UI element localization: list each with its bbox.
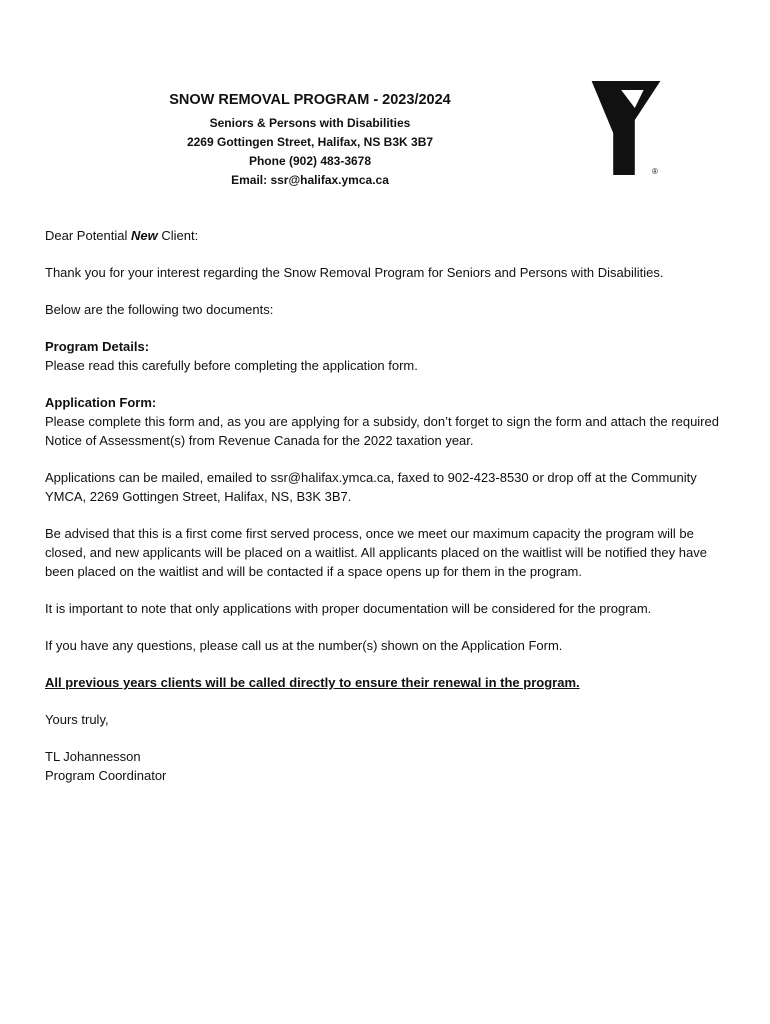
submission-paragraph: Applications can be mailed, emailed to ssr@halifax.ymca.ca, faxed to 902-423-8530 or drop off at the Community YMCA, 2269 Gottingen Street, Halifax, NS, B3K 3B7. xyxy=(45,470,697,504)
signer-title: Program Coordinator xyxy=(45,768,167,783)
application-form-heading: Application Form: xyxy=(45,395,157,410)
signer-name: TL Johannesson xyxy=(45,749,141,764)
email-line: Email: ssr@halifax.ymca.ca xyxy=(231,173,389,187)
program-title: SNOW REMOVAL PROGRAM - 2023/2024 xyxy=(169,92,451,108)
program-details-heading: Program Details: xyxy=(45,339,150,354)
letter-body xyxy=(45,226,730,803)
ymca-logo xyxy=(590,78,662,178)
documents-intro: Below are the following two documents: xyxy=(45,302,274,317)
registered-mark: ® xyxy=(652,167,658,176)
documentation-paragraph: It is important to note that only applications with proper documentation will be considered for the program. xyxy=(45,601,652,616)
program-details-section xyxy=(45,337,730,375)
phone-line: Phone (902) 483-3678 xyxy=(248,154,372,168)
questions-paragraph: If you have any questions, please call us at the number(s) shown on the Application Form. xyxy=(45,638,563,653)
program-details-text: Please read this carefully before completing the application form. xyxy=(45,358,418,373)
intro-paragraph: Thank you for your interest regarding the Snow Removal Program for Seniors and Persons with Disabilities. xyxy=(45,265,664,280)
ymca-y-icon xyxy=(592,81,661,175)
greeting-emphasis: New xyxy=(131,228,158,243)
application-form-text: Please complete this form and, as you are applying for a subsidy, don’t forget to sign the form and attach the required Notice of Assessment(s) from Revenue Canada for the 2022 taxation year. xyxy=(45,414,719,448)
address-line: 2269 Gottingen Street, Halifax, NS B3K 3B7 xyxy=(186,135,434,149)
application-form-section xyxy=(45,393,730,450)
renewal-notice: All previous years clients will be called directly to ensure their renewal in the program. xyxy=(45,675,580,690)
signature-block xyxy=(45,747,730,785)
waitlist-paragraph: Be advised that this is a first come first served process, once we meet our maximum capacity the program will be closed, and new applicants will be placed on a waitlist. All applicants placed on the waitlist will be notified they have been placed on the waitlist and will be contacted if a space opens up for them in the program. xyxy=(45,526,707,579)
greeting: Dear Potential New Client: xyxy=(45,228,199,243)
letterhead xyxy=(120,92,500,190)
program-subtitle: Seniors & Persons with Disabilities xyxy=(209,116,411,130)
closing: Yours truly, xyxy=(45,712,109,727)
